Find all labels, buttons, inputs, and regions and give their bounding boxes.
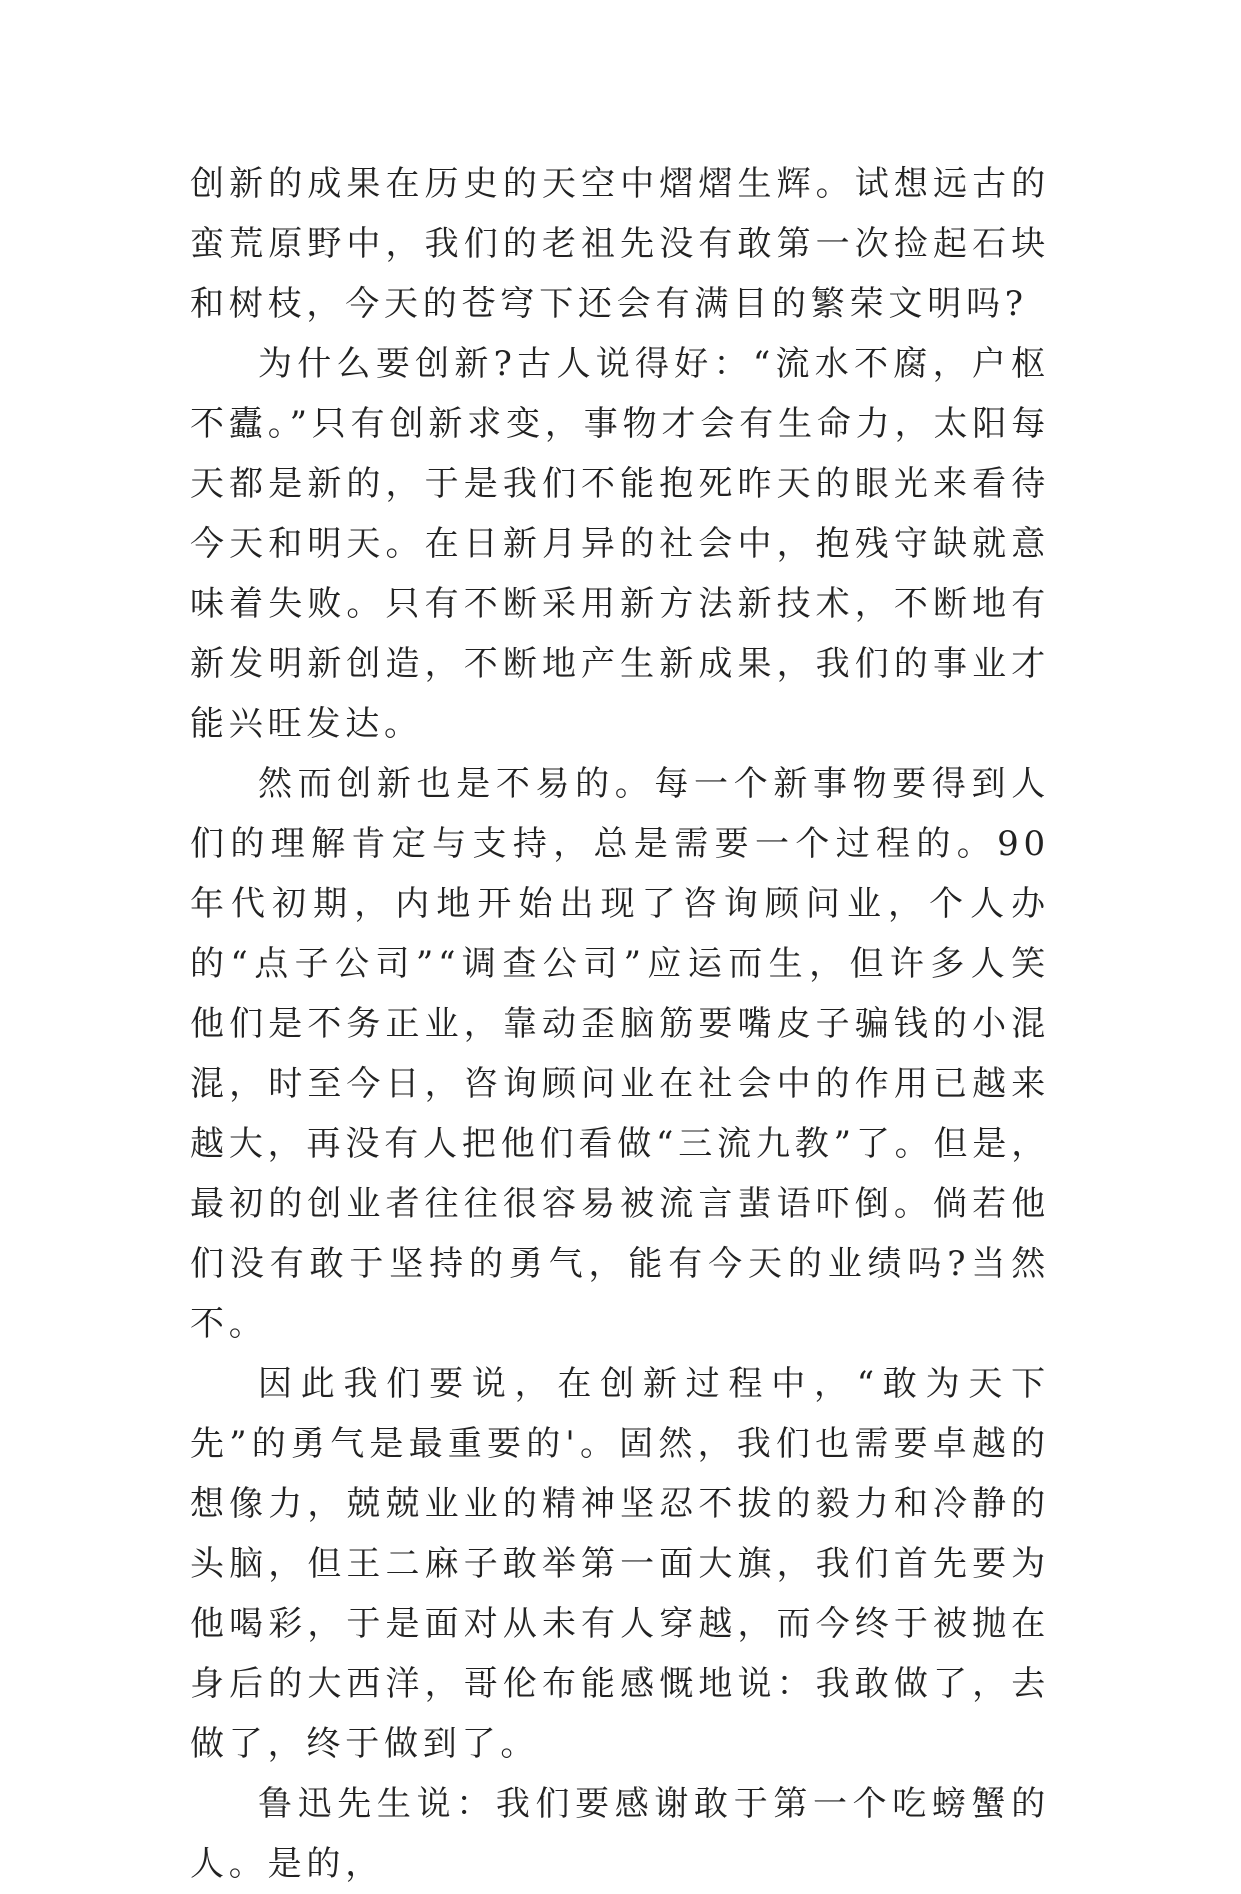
paragraph-2: 为什么要创新?古人说得好：“流水不腐，户枢不蠹。”只有创新求变，事物才会有生命力，太阳每天都是新的，于是我们不能抱死昨天的眼光来看待今天和明天。在日新月异的社会中，抱残守缺就意味着失败。只有不断采用新方法新技术，不断地有新发明新创造，不断地产生新成果，我们的事业才能兴旺发达。 [190, 344, 1050, 744]
paragraph-4: 因此我们要说，在创新过程中，“敢为天下先”的勇气是最重要的'。固然，我们也需要卓越的想像力，兢兢业业的精神坚忍不拔的毅力和冷静的头脑，但王二麻子敢举第一面大旗，我们首先要为他喝彩，于是面对从未有人穿越，而今终于被抛在身后的大西洋，哥伦布能感慨地说：我敢做了，去做了，终于做到了。 [190, 1364, 1050, 1764]
paragraph-5: 鲁迅先生说：我们要感谢敢于第一个吃螃蟹的人。是的， [190, 1784, 1050, 1884]
paragraph-1: 创新的成果在历史的天空中熠熠生辉。试想远古的蛮荒原野中，我们的老祖先没有敢第一次捡起石块和树枝，今天的苍穹下还会有满目的繁荣文明吗? [190, 164, 1050, 324]
paragraph-3: 然而创新也是不易的。每一个新事物要得到人们的理解肯定与支持，总是需要一个过程的。90 年代初期，内地开始出现了咨询顾问业，个人办的“点子公司”“调查公司”应运而生，但许多人笑他们是不务正业，靠动歪脑筋要嘴皮子骗钱的小混混，时至今日，咨询顾问业在社会中的作用已越来越大，再没有人把他们看做“三流九教”了。但是，最初的创业者往往很容易被流言蜚语吓倒。倘若他们没有敢于坚持的勇气，能有今天的业绩吗?当然不。 [190, 764, 1050, 1344]
document-body [190, 154, 1050, 1894]
